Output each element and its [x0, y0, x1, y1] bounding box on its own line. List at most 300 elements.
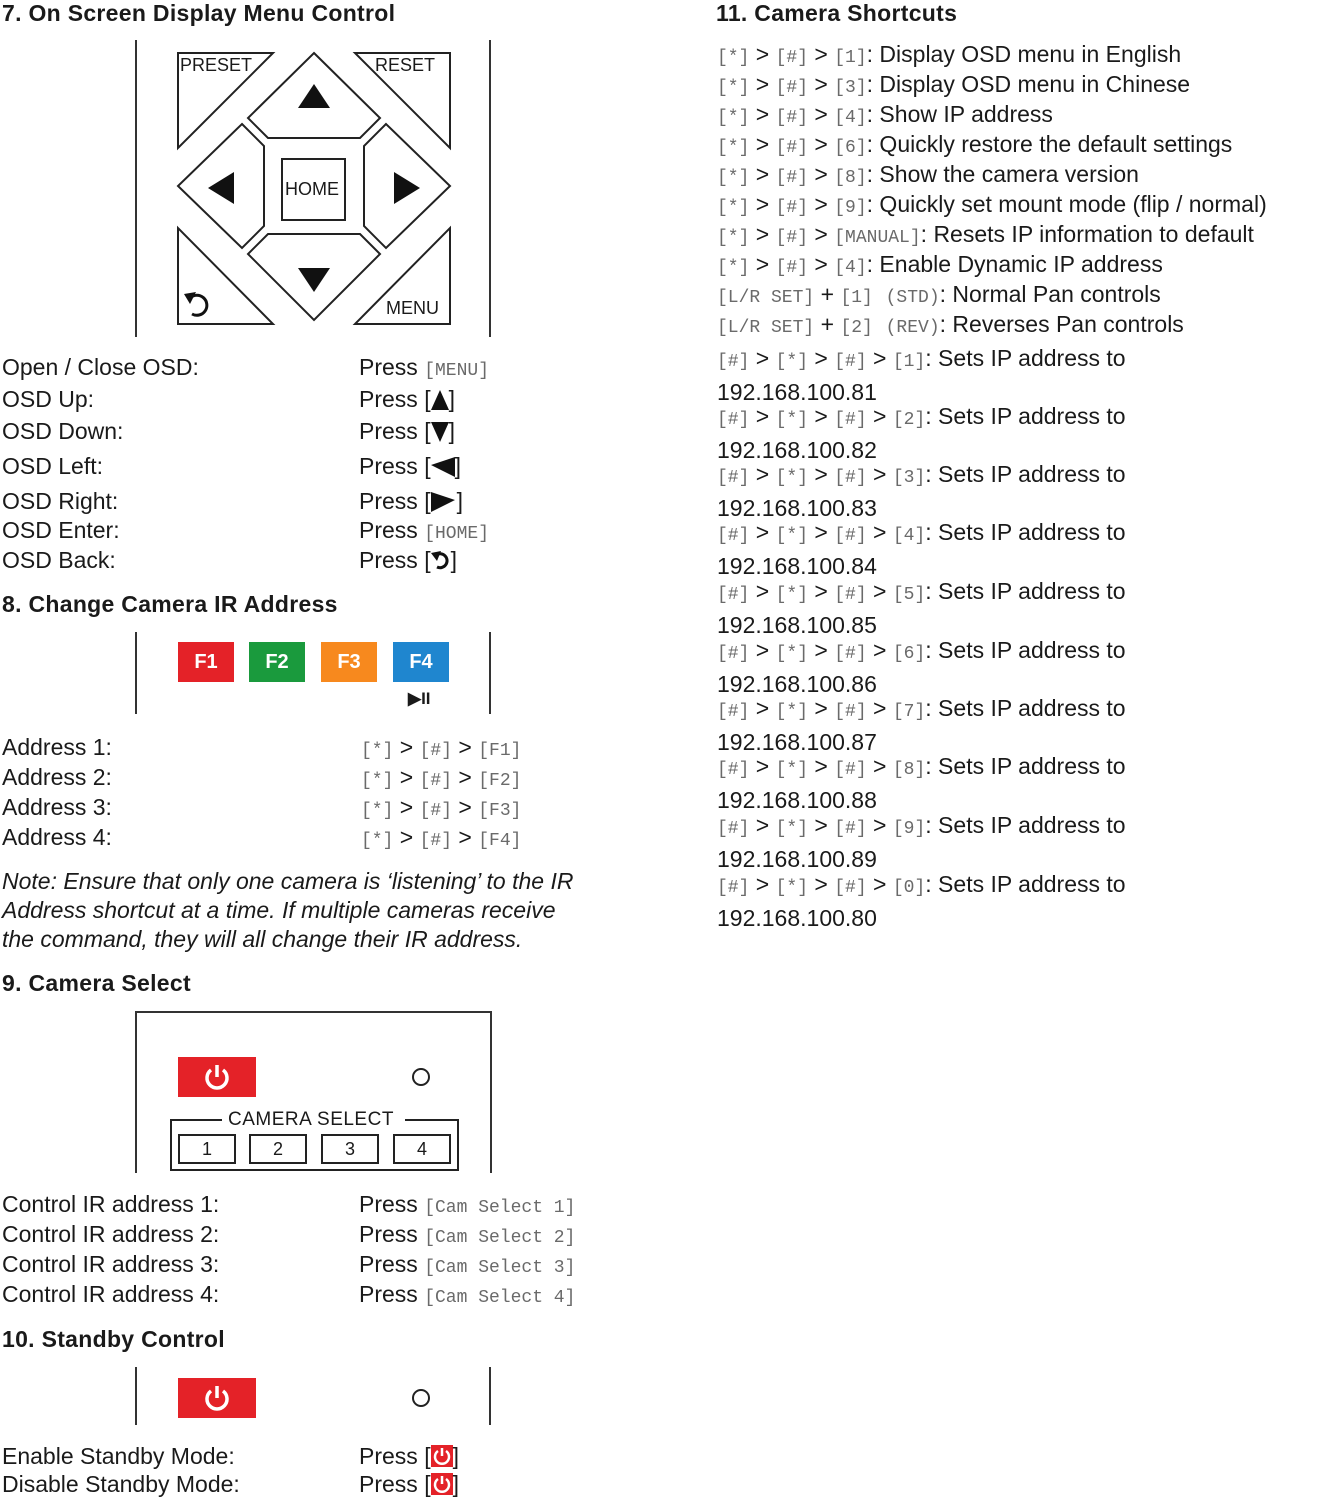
separator: > — [814, 695, 828, 721]
ir-row-label: Address 2: — [2, 764, 112, 790]
press-text: Press — [359, 1443, 418, 1469]
key-code: [6] — [834, 138, 867, 158]
key-code: [#] — [775, 198, 809, 218]
separator: > — [814, 191, 828, 217]
separator: > — [755, 71, 770, 97]
key-code: [#] — [834, 819, 867, 839]
panel-right-edge — [489, 632, 491, 714]
down-arrow-icon — [431, 422, 449, 442]
shortcut-row — [717, 43, 1181, 67]
standby-power-button — [178, 1378, 256, 1418]
home-key-label: HOME — [285, 179, 339, 199]
select-row-action — [359, 1253, 575, 1277]
ip-address: 192.168.100.81 — [717, 379, 877, 405]
key-code: [#] — [717, 644, 750, 664]
ir-row-label: Address 1: — [2, 734, 112, 760]
bracket: [ — [424, 1471, 431, 1497]
ip-address: 192.168.100.85 — [717, 612, 877, 638]
ip-shortcut-row — [717, 751, 1126, 815]
f1-button: F1 — [178, 642, 234, 682]
shortcut-description: : Display OSD menu in Chinese — [866, 71, 1191, 97]
shortcut-description: : Sets IP address to — [925, 753, 1126, 779]
back-arrow-icon — [431, 549, 451, 571]
separator: > — [755, 41, 770, 67]
shortcut-description: : Sets IP address to — [925, 871, 1126, 897]
ir-note — [2, 867, 573, 954]
separator: > — [873, 519, 887, 545]
separator: > — [814, 101, 828, 127]
key-code: [Cam Select 1] — [424, 1198, 576, 1218]
key-code: [*] — [775, 352, 809, 372]
shortcut-row — [717, 193, 1267, 217]
panel-right-edge — [489, 1367, 491, 1425]
key-code: [*] — [717, 48, 750, 68]
separator: > — [458, 794, 472, 820]
press-text: Press — [359, 1471, 418, 1497]
ir-row-keys — [361, 796, 521, 820]
ip-address: 192.168.100.87 — [717, 729, 877, 755]
key-code: [*] — [361, 831, 394, 851]
separator: > — [873, 812, 887, 838]
shortcut-row — [717, 283, 1161, 307]
select-row-action — [359, 1193, 575, 1217]
shortcut-row — [717, 163, 1139, 187]
key-code: [Cam Select 4] — [424, 1288, 576, 1308]
shortcut-description: : Sets IP address to — [925, 695, 1126, 721]
separator: > — [814, 637, 828, 663]
panel-right-edge — [489, 40, 491, 337]
power-button — [178, 1057, 256, 1097]
shortcut-row — [717, 133, 1232, 157]
key-code: [#] — [717, 702, 750, 722]
ip-shortcut-row — [717, 517, 1126, 581]
osd-row-label: OSD Up: — [2, 386, 95, 412]
indicator-led-icon — [411, 1388, 431, 1408]
key-code: [*] — [775, 702, 809, 722]
separator: > — [814, 131, 828, 157]
cam-select-4-key: 4 — [393, 1134, 451, 1164]
key-code: [#] — [775, 228, 809, 248]
up-arrow-icon — [431, 390, 449, 410]
press-text: Press — [359, 1251, 418, 1277]
key-code: [#] — [717, 352, 750, 372]
panel-left-edge — [135, 632, 137, 714]
key-code: [*] — [717, 228, 750, 248]
key-code: [*] — [717, 168, 750, 188]
key-code: [#] — [717, 760, 750, 780]
shortcut-description: : Sets IP address to — [925, 578, 1126, 604]
key-code: [*] — [717, 138, 750, 158]
key-code: [*] — [717, 198, 750, 218]
osd-row-action — [359, 455, 461, 478]
separator: > — [755, 403, 770, 429]
separator: + — [820, 281, 835, 307]
separator: > — [814, 461, 828, 487]
select-row-label: Control IR address 2: — [2, 1221, 220, 1247]
separator: > — [755, 161, 770, 187]
panel-left-edge — [135, 1367, 137, 1425]
separator: > — [755, 695, 770, 721]
press-text: Press — [359, 418, 418, 444]
bracket: ] — [450, 547, 457, 573]
ir-row-keys — [361, 766, 521, 790]
ip-shortcut-row — [717, 635, 1126, 699]
key-code: [MENU] — [424, 361, 489, 381]
select-row-label: Control IR address 4: — [2, 1281, 220, 1307]
separator: > — [399, 824, 414, 850]
separator: > — [814, 161, 828, 187]
camera-select-label: CAMERA SELECT — [228, 1109, 394, 1130]
shortcut-description: : Sets IP address to — [925, 812, 1126, 838]
shortcut-description: : Reverses Pan controls — [939, 311, 1184, 337]
shortcuts-section-title: 11. Camera Shortcuts — [716, 0, 958, 26]
key-code: [#] — [775, 138, 809, 158]
ip-address: 192.168.100.88 — [717, 787, 877, 813]
key-code: [*] — [361, 741, 394, 761]
key-code: (STD) — [885, 288, 940, 308]
key-code: [Cam Select 2] — [424, 1228, 576, 1248]
separator: > — [873, 753, 887, 779]
separator: > — [755, 345, 770, 371]
osd-row-label: OSD Back: — [2, 547, 116, 573]
f3-button: F3 — [321, 642, 377, 682]
shortcut-description: : Quickly restore the default settings — [866, 131, 1233, 157]
ip-address: 192.168.100.82 — [717, 437, 877, 463]
shortcut-description: : Sets IP address to — [925, 637, 1126, 663]
note-line: Address shortcut at a time. If multiple cameras receive — [2, 897, 556, 923]
separator: > — [755, 871, 770, 897]
key-code: [#] — [834, 585, 867, 605]
key-code: [*] — [775, 644, 809, 664]
key-code: [4] — [834, 258, 867, 278]
panel-left-edge — [135, 40, 137, 337]
press-text: Press — [359, 354, 418, 380]
osd-row-label: OSD Left: — [2, 453, 103, 479]
key-code: (REV) — [885, 318, 940, 338]
key-code: [#] — [775, 168, 809, 188]
ir-row-keys — [361, 736, 521, 760]
separator: > — [814, 41, 828, 67]
key-code: [#] — [834, 878, 867, 898]
up-arrow-icon — [298, 84, 330, 108]
press-text: Press — [359, 453, 418, 479]
shortcut-description: : Show IP address — [866, 101, 1053, 127]
separator: > — [755, 191, 770, 217]
key-code: [0] — [892, 878, 926, 898]
shortcut-description: : Show the camera version — [866, 161, 1139, 187]
key-code: [#] — [834, 760, 867, 780]
separator: > — [873, 637, 887, 663]
ip-address: 192.168.100.84 — [717, 553, 877, 579]
separator: > — [755, 131, 770, 157]
key-code: [*] — [775, 468, 809, 488]
reset-key-label: RESET — [375, 55, 436, 75]
osd-row-action — [359, 549, 457, 572]
key-code: [1] — [840, 288, 873, 308]
key-code: [9] — [834, 198, 867, 218]
separator: > — [755, 251, 770, 277]
press-text: Press — [359, 1221, 418, 1247]
separator: > — [873, 461, 887, 487]
osd-row-action — [359, 356, 489, 380]
osd-row-action — [359, 490, 463, 513]
separator: > — [873, 345, 887, 371]
group-border-right — [405, 1119, 457, 1121]
key-code: [*] — [775, 585, 809, 605]
key-code: [#] — [717, 468, 750, 488]
key-code: [#] — [834, 352, 867, 372]
key-code: [#] — [717, 878, 750, 898]
key-code: [#] — [717, 526, 750, 546]
bracket: [ — [424, 418, 431, 444]
key-code: [*] — [775, 878, 809, 898]
press-text: Press — [359, 1191, 418, 1217]
standby-row-label: Enable Standby Mode: — [2, 1443, 235, 1469]
select-row-label: Control IR address 1: — [2, 1191, 220, 1217]
key-code: [#] — [834, 526, 867, 546]
bracket: [ — [424, 1443, 431, 1469]
key-code: [2] — [840, 318, 873, 338]
ip-address: 192.168.100.80 — [717, 905, 877, 931]
key-code: [F4] — [478, 831, 522, 851]
preset-key-label: PRESET — [180, 55, 253, 75]
key-code: [F3] — [478, 801, 522, 821]
select-section-title: 9. Camera Select — [2, 970, 191, 996]
down-arrow-icon — [298, 268, 330, 292]
press-text: Press — [359, 517, 418, 543]
shortcut-description: : Quickly set mount mode (flip / normal) — [866, 191, 1267, 217]
bracket: ] — [456, 488, 463, 514]
shortcut-description: : Display OSD menu in English — [866, 41, 1182, 67]
key-code: [9] — [892, 819, 926, 839]
shortcut-description: : Sets IP address to — [925, 403, 1126, 429]
separator: > — [755, 101, 770, 127]
ip-address: 192.168.100.83 — [717, 495, 877, 521]
ip-address: 192.168.100.89 — [717, 846, 877, 872]
separator: > — [814, 221, 828, 247]
press-text: Press — [359, 1281, 418, 1307]
power-icon — [203, 1063, 231, 1091]
key-code: [#] — [834, 468, 867, 488]
select-row-action — [359, 1283, 575, 1307]
f2-button: F2 — [249, 642, 305, 682]
shortcut-description: : Sets IP address to — [925, 519, 1126, 545]
bracket: ] — [448, 386, 455, 412]
osd-row-label: OSD Enter: — [2, 517, 120, 543]
ir-row-keys — [361, 826, 521, 850]
separator: > — [458, 734, 472, 760]
key-code: [1] — [834, 48, 867, 68]
key-code: [#] — [717, 410, 750, 430]
ip-address: 192.168.100.86 — [717, 671, 877, 697]
separator: > — [814, 871, 828, 897]
f4-button: F4 — [393, 642, 449, 682]
power-icon — [431, 1445, 453, 1467]
separator: > — [814, 519, 828, 545]
bracket: [ — [424, 547, 431, 573]
key-code: [*] — [775, 819, 809, 839]
separator: > — [814, 753, 828, 779]
separator: > — [873, 403, 887, 429]
bracket: ] — [454, 453, 461, 479]
shortcut-row — [717, 73, 1190, 97]
key-code: [3] — [834, 78, 867, 98]
osd-row-action — [359, 388, 455, 411]
right-arrow-icon — [431, 492, 457, 512]
key-code: [7] — [892, 702, 926, 722]
select-row-label: Control IR address 3: — [2, 1251, 220, 1277]
key-code: [#] — [717, 585, 750, 605]
separator: > — [755, 461, 770, 487]
bracket: [ — [424, 453, 431, 479]
key-code: [#] — [775, 48, 809, 68]
key-code: [*] — [775, 760, 809, 780]
key-code: [*] — [361, 801, 394, 821]
indicator-led-icon — [411, 1067, 431, 1087]
shortcut-row — [717, 253, 1163, 277]
osd-row-label: OSD Right: — [2, 488, 119, 514]
ip-shortcut-row — [717, 869, 1126, 933]
key-code: [*] — [717, 108, 750, 128]
ir-section-title: 8. Change Camera IR Address — [2, 591, 338, 617]
key-code: [8] — [834, 168, 867, 188]
key-code: [F1] — [478, 741, 522, 761]
standby-row-label: Disable Standby Mode: — [2, 1471, 240, 1497]
ip-shortcut-row — [717, 693, 1126, 757]
ip-shortcut-row — [717, 576, 1126, 640]
key-code: [*] — [775, 526, 809, 546]
key-code: [#] — [419, 831, 453, 851]
key-code: [#] — [419, 771, 453, 791]
shortcut-description: : Sets IP address to — [925, 461, 1126, 487]
separator: > — [814, 71, 828, 97]
osd-row-label: Open / Close OSD: — [2, 354, 199, 380]
key-code: [#] — [775, 258, 809, 278]
separator: > — [873, 871, 887, 897]
menu-key-label: MENU — [386, 298, 439, 318]
press-text: Press — [359, 488, 418, 514]
key-code: [HOME] — [424, 524, 489, 544]
key-code: [5] — [892, 585, 926, 605]
cam-select-2-key: 2 — [249, 1134, 307, 1164]
key-code: [6] — [892, 644, 926, 664]
group-border-left — [170, 1119, 222, 1121]
separator: > — [755, 578, 770, 604]
separator: > — [399, 734, 414, 760]
key-code: [4] — [892, 526, 926, 546]
separator: + — [820, 311, 835, 337]
separator: > — [458, 824, 472, 850]
key-code: [*] — [361, 771, 394, 791]
key-code: [#] — [834, 410, 867, 430]
key-code: [#] — [775, 108, 809, 128]
ip-shortcut-row — [717, 810, 1126, 874]
separator: > — [814, 403, 828, 429]
select-row-action — [359, 1223, 575, 1247]
separator: > — [755, 221, 770, 247]
key-code: [2] — [892, 410, 926, 430]
shortcut-row — [717, 223, 1254, 247]
key-code: [F2] — [478, 771, 522, 791]
note-line: the command, they will all change their IR address. — [2, 926, 523, 952]
separator: > — [814, 251, 828, 277]
bracket: [ — [424, 386, 431, 412]
press-text: Press — [359, 386, 418, 412]
separator: > — [755, 753, 770, 779]
ir-row-label: Address 3: — [2, 794, 112, 820]
separator: > — [755, 637, 770, 663]
bracket: [ — [424, 488, 431, 514]
standby-row-action — [359, 1445, 459, 1468]
separator: > — [458, 764, 472, 790]
separator: > — [399, 794, 414, 820]
shortcut-row — [717, 103, 1053, 127]
key-code: [4] — [834, 108, 867, 128]
left-arrow-icon — [208, 172, 234, 204]
separator: > — [755, 519, 770, 545]
press-text: Press — [359, 547, 418, 573]
key-code: [#] — [419, 801, 453, 821]
standby-row-action — [359, 1473, 459, 1496]
shortcut-row — [717, 313, 1184, 337]
key-code: [MANUAL] — [834, 228, 921, 248]
ip-shortcut-row — [717, 459, 1126, 523]
key-code: [L/R SET] — [717, 318, 815, 338]
osd-section-title: 7. On Screen Display Menu Control — [2, 0, 396, 26]
standby-section-title: 10. Standby Control — [2, 1326, 225, 1352]
osd-row-action — [359, 420, 455, 443]
power-icon — [203, 1384, 231, 1412]
shortcut-description: : Enable Dynamic IP address — [866, 251, 1163, 277]
bracket: ] — [452, 1471, 459, 1497]
separator: > — [873, 578, 887, 604]
separator: > — [399, 764, 414, 790]
separator: > — [873, 695, 887, 721]
shortcut-description: : Normal Pan controls — [939, 281, 1161, 307]
ip-shortcut-row — [717, 401, 1126, 465]
key-code: [#] — [717, 819, 750, 839]
key-code: [*] — [775, 410, 809, 430]
ir-row-label: Address 4: — [2, 824, 112, 850]
separator: > — [814, 578, 828, 604]
shortcut-description: : Sets IP address to — [925, 345, 1126, 371]
key-code: [L/R SET] — [717, 288, 815, 308]
separator: > — [755, 812, 770, 838]
key-code: [*] — [717, 258, 750, 278]
ip-shortcut-row — [717, 343, 1126, 407]
bracket: ] — [448, 418, 455, 444]
key-code: [Cam Select 3] — [424, 1258, 576, 1278]
key-code: [#] — [419, 741, 453, 761]
back-arrow-icon — [184, 292, 207, 315]
cam-select-3-key: 3 — [321, 1134, 379, 1164]
key-code: [#] — [775, 78, 809, 98]
note-line: Note: Ensure that only one camera is ‘listening’ to the IR — [2, 868, 574, 894]
key-code: [1] — [892, 352, 926, 372]
osd-row-action — [359, 519, 489, 543]
key-code: [8] — [892, 760, 926, 780]
left-arrow-icon — [431, 457, 455, 477]
cam-select-1-key: 1 — [178, 1134, 236, 1164]
separator: > — [814, 812, 828, 838]
key-code: [3] — [892, 468, 926, 488]
bracket: ] — [452, 1443, 459, 1469]
play-pause-icon: ▶II — [408, 689, 431, 708]
power-icon — [431, 1473, 453, 1495]
key-code: [#] — [834, 702, 867, 722]
shortcut-description: : Resets IP information to default — [920, 221, 1254, 247]
right-arrow-icon — [394, 172, 420, 204]
